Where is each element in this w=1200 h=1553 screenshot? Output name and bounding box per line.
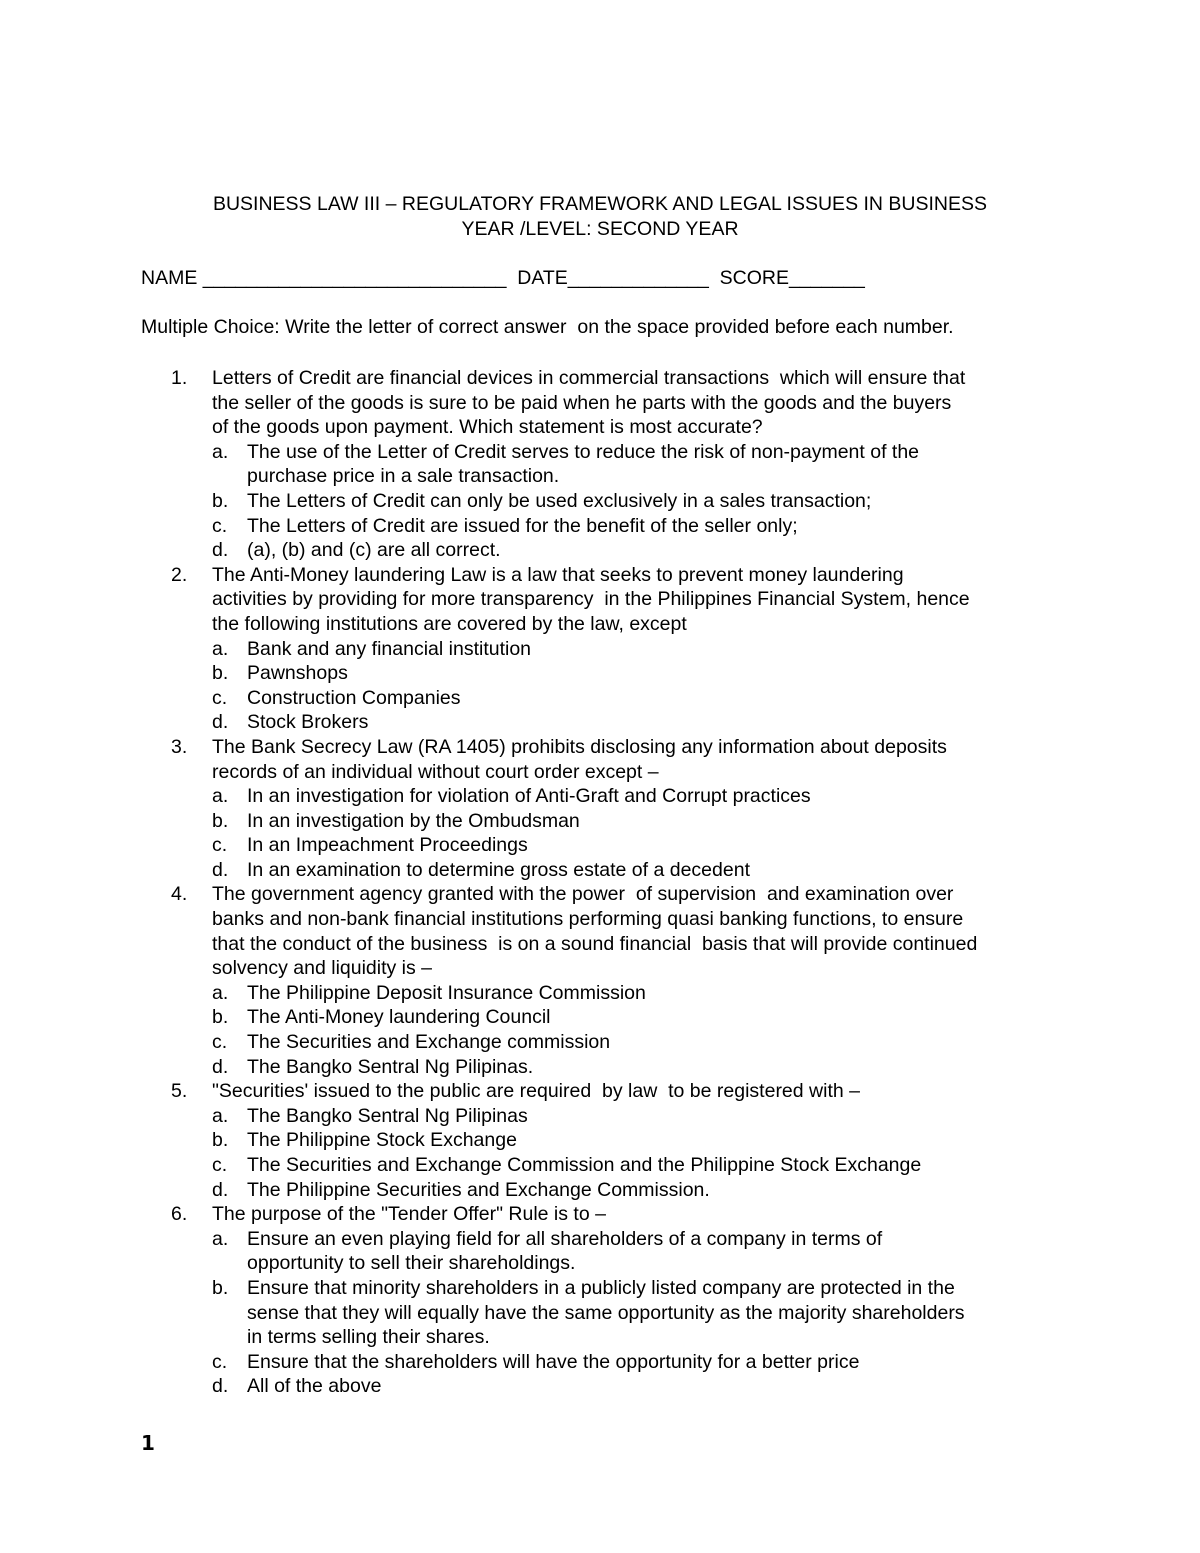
answer-option (212, 489, 1071, 514)
option-letter: a. (212, 1104, 229, 1127)
answer-option (212, 858, 1071, 883)
option-text: Ensure that the shareholders will have the opportunity for a better price (247, 1350, 860, 1373)
instructions: Multiple Choice: Write the letter of correct answer on the space provided before each number. (141, 316, 954, 338)
option-text: opportunity to sell their shareholdings. (247, 1252, 576, 1275)
question-item (171, 882, 1071, 1079)
page-number: 1 (141, 1431, 155, 1455)
question-text: "Securities' issued to the public are required by law to be registered with – (212, 1080, 860, 1103)
option-text: Ensure that minority shareholders in a publicly listed company are protected in the (247, 1276, 955, 1299)
answer-option (212, 1153, 1071, 1178)
option-text: In an investigation by the Ombudsman (247, 809, 580, 832)
name-date-score-fields: NAME ____________________________ DATE_____________ SCORE_______ (141, 267, 865, 289)
answer-option (212, 1128, 1071, 1153)
option-text: The Bangko Sentral Ng Pilipinas. (247, 1055, 534, 1078)
option-text: Stock Brokers (247, 711, 369, 734)
option-text: Construction Companies (247, 686, 461, 709)
year-level: YEAR /LEVEL: SECOND YEAR (461, 218, 739, 240)
answer-option (212, 784, 1071, 809)
option-text: The Anti-Money laundering Council (247, 1006, 551, 1029)
option-text: In an Impeachment Proceedings (247, 834, 528, 857)
question-text: that the conduct of the business is on a sound financial basis that will provide continued (212, 932, 978, 955)
question-number: 6. (171, 1203, 188, 1226)
question-text: The Bank Secrecy Law (RA 1405) prohibits disclosing any information about deposits (212, 735, 947, 758)
option-letter: d. (212, 711, 229, 734)
question-text: banks and non-bank financial institutions performing quasi banking functions, to ensure (212, 908, 964, 931)
answer-option (212, 1276, 1071, 1350)
option-letter: a. (212, 440, 229, 463)
question-text: The purpose of the "Tender Offer" Rule is to – (212, 1203, 606, 1226)
question-item (171, 563, 1071, 735)
question-item (171, 1202, 1071, 1399)
option-letter: a. (212, 637, 229, 660)
question-item (171, 1079, 1071, 1202)
option-letter: d. (212, 858, 229, 881)
option-text: (a), (b) and (c) are all correct. (247, 539, 501, 562)
answer-option (212, 1030, 1071, 1055)
option-letter: a. (212, 785, 229, 808)
question-text: The government agency granted with the power of supervision and examination over (212, 883, 954, 906)
question-text: Letters of Credit are financial devices in commercial transactions which will ensure that (212, 367, 966, 389)
option-text: purchase price in a sale transaction. (247, 465, 560, 488)
option-letter: c. (212, 686, 228, 709)
option-text: In an examination to determine gross estate of a decedent (247, 858, 750, 881)
option-text: The Securities and Exchange commission (247, 1031, 611, 1054)
answer-option (212, 809, 1071, 834)
question-number: 5. (171, 1080, 188, 1103)
question-text: of the goods upon payment. Which statement is most accurate? (212, 416, 763, 439)
question-text: The Anti-Money laundering Law is a law that seeks to prevent money laundering (212, 563, 904, 586)
answer-option (212, 661, 1071, 686)
option-letter: b. (212, 1276, 229, 1299)
answer-option (212, 1055, 1071, 1080)
option-text: The Philippine Stock Exchange (247, 1129, 517, 1152)
answer-option (212, 981, 1071, 1006)
question-text: activities by providing for more transparency in the Philippines Financial System, hence (212, 588, 970, 611)
option-letter: d. (212, 539, 229, 562)
option-letter: c. (212, 1350, 228, 1373)
answer-option (212, 637, 1071, 662)
option-letter: d. (212, 1178, 229, 1201)
option-letter: b. (212, 809, 229, 832)
answer-option (212, 1005, 1071, 1030)
option-letter: c. (212, 1154, 228, 1176)
answer-option (212, 710, 1071, 735)
option-text: All of the above (247, 1375, 382, 1398)
option-letter: d. (212, 1055, 229, 1078)
answer-option (212, 686, 1071, 711)
answer-option (212, 1227, 1071, 1276)
option-text: The Letters of Credit are issued for the benefit of the seller only; (247, 514, 798, 537)
answer-option (212, 1374, 1071, 1399)
option-text: In an investigation for violation of Anti-Graft and Corrupt practices (247, 785, 811, 808)
option-text: Pawnshops (247, 662, 348, 685)
answer-option (212, 1104, 1071, 1129)
option-letter: b. (212, 1129, 229, 1152)
option-letter: b. (212, 662, 229, 685)
option-letter: c. (212, 514, 228, 537)
option-letter: d. (212, 1375, 229, 1398)
answer-option (212, 538, 1071, 563)
question-item (171, 735, 1071, 883)
option-text: Bank and any financial institution (247, 637, 532, 660)
question-list (171, 366, 1071, 1399)
option-text: Ensure an even playing field for all shareholders of a company in terms of (247, 1227, 883, 1250)
option-text: The Bangko Sentral Ng Pilipinas (247, 1104, 528, 1127)
answer-option (212, 1350, 1071, 1375)
option-letter: c. (212, 1031, 228, 1054)
question-number: 3. (171, 735, 188, 758)
document-title: BUSINESS LAW III – REGULATORY FRAMEWORK AND LEGAL ISSUES IN BUSINESS (212, 193, 988, 215)
answer-option (212, 1178, 1071, 1203)
question-number: 4. (171, 883, 188, 906)
question-number: 2. (171, 563, 188, 586)
option-letter: b. (212, 1006, 229, 1029)
question-number: 1. (171, 367, 188, 389)
option-text: sense that they will equally have the same opportunity as the majority shareholders (247, 1301, 965, 1324)
answer-option (212, 440, 1071, 489)
answer-option (212, 514, 1071, 539)
option-letter: a. (212, 981, 229, 1004)
option-letter: c. (212, 834, 228, 857)
answer-option (212, 833, 1071, 858)
option-text: in terms selling their shares. (247, 1326, 490, 1349)
option-text: The use of the Letter of Credit serves to reduce the risk of non-payment of the (247, 440, 920, 463)
question-text: the following institutions are covered by the law, except (212, 612, 687, 635)
option-text: The Securities and Exchange Commission and the Philippine Stock Exchange (247, 1154, 922, 1176)
question-text: solvency and liquidity is – (212, 957, 433, 980)
option-text: The Letters of Credit can only be used exclusively in a sales transaction; (247, 489, 872, 512)
option-letter: a. (212, 1227, 229, 1250)
option-text: The Philippine Securities and Exchange Commission. (247, 1178, 710, 1201)
option-letter: b. (212, 489, 229, 512)
question-text: the seller of the goods is sure to be paid when he parts with the goods and the buyers (212, 391, 952, 414)
question-item (171, 366, 1071, 563)
option-text: The Philippine Deposit Insurance Commission (247, 981, 646, 1004)
question-text: records of an individual without court order except – (212, 760, 659, 783)
